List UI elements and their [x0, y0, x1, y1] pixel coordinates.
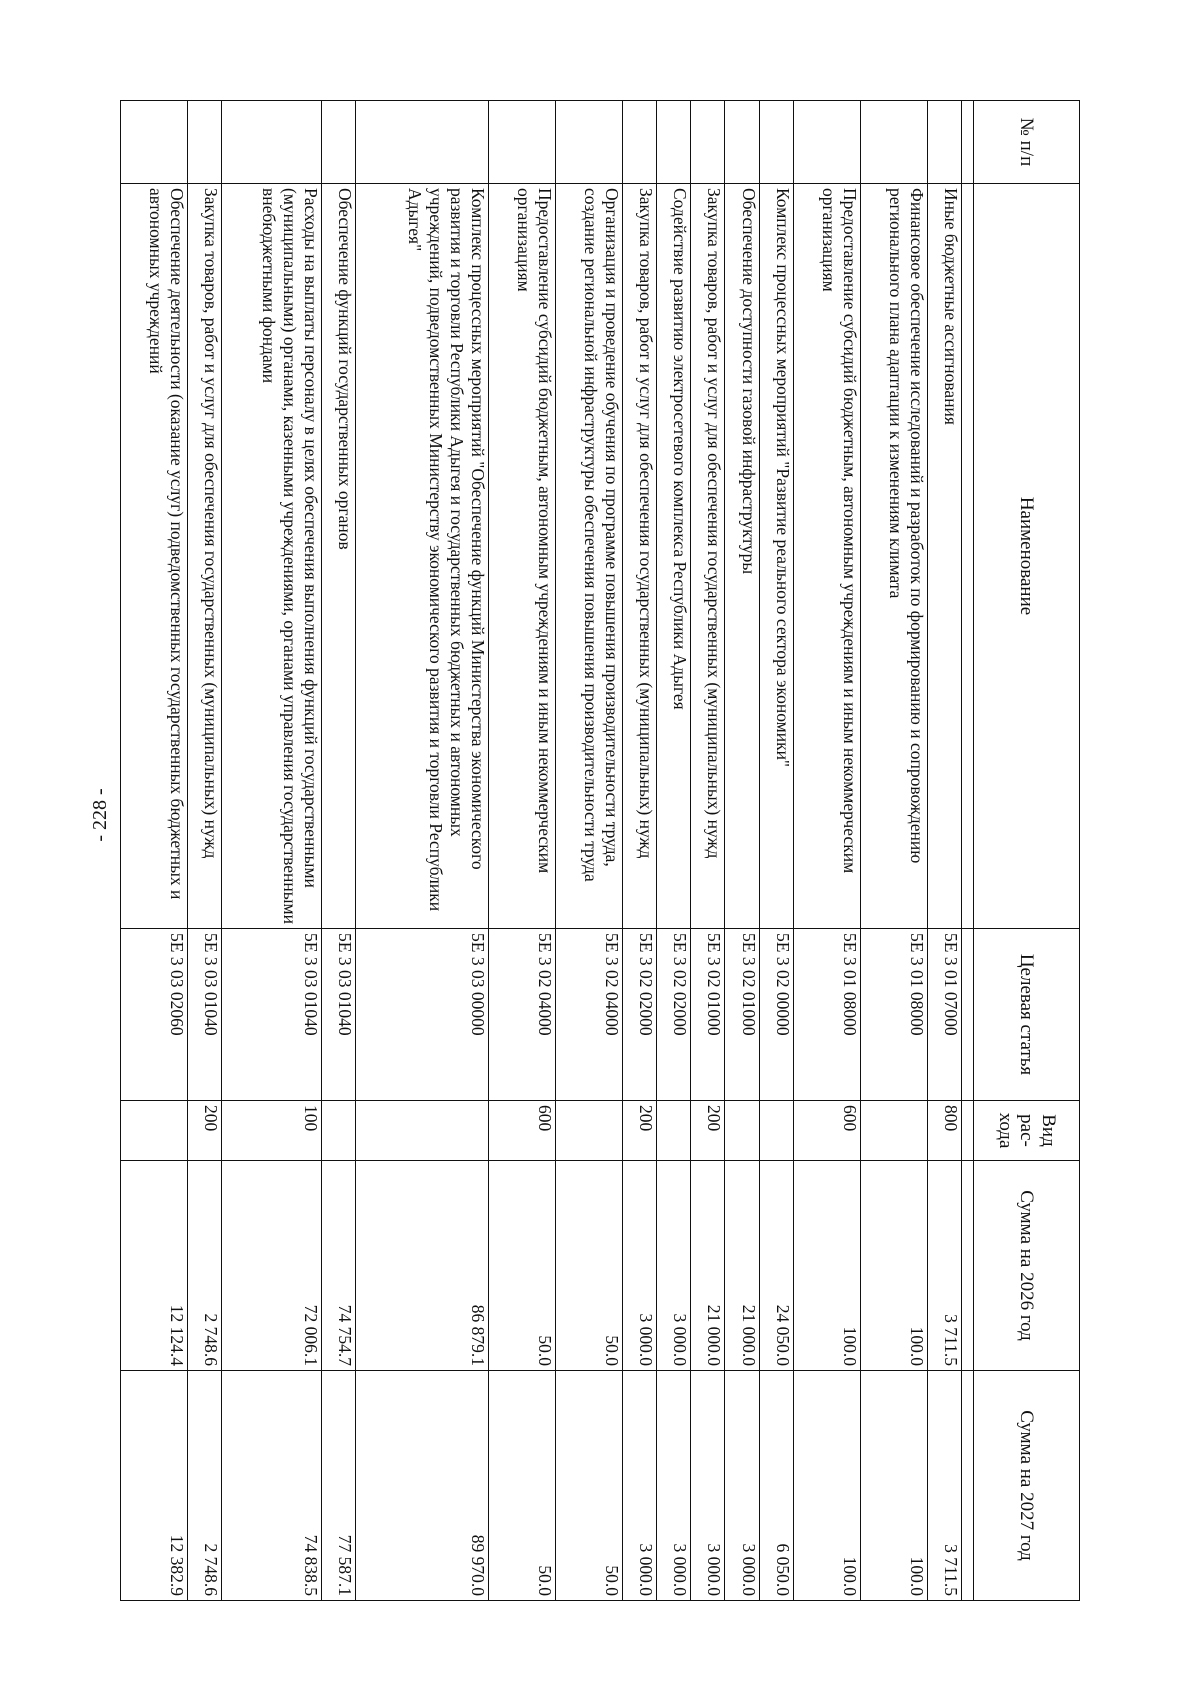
cell-sum-2026: 72 006.1 — [222, 1161, 322, 1371]
spacer-cell — [962, 929, 974, 1101]
cell-sum-2026: 21 000.0 — [691, 1161, 725, 1371]
cell-name: Закупка товаров, работ и услуг для обеспечения государственных (муниципальных) нужд — [188, 184, 222, 929]
table-row — [759, 101, 793, 1601]
cell-type: 200 — [622, 1101, 656, 1161]
cell-code: 5Е 3 03 00000 — [356, 929, 488, 1101]
table-row — [656, 101, 690, 1601]
cell-sum-2027: 74 838.5 — [222, 1371, 322, 1601]
cell-num — [356, 101, 488, 184]
cell-sum-2026: 100.0 — [793, 1161, 860, 1371]
cell-sum-2026: 3 000.0 — [622, 1161, 656, 1371]
cell-num — [222, 101, 322, 184]
table-row — [488, 101, 555, 1601]
cell-sum-2027: 3 000.0 — [725, 1371, 759, 1601]
cell-sum-2027: 2 748.6 — [188, 1371, 222, 1601]
cell-num — [656, 101, 690, 184]
cell-name: Обеспечение доступности газовой инфраструктуры — [725, 184, 759, 929]
cell-type: 100 — [222, 1101, 322, 1161]
cell-name: Расходы на выплаты персоналу в целях обеспечения выполнения функций государственными (муниципальными) органами, казенными учреждениями, органами управления государственными внебюджетными фондами — [222, 184, 322, 929]
header-code: Целевая статья — [974, 929, 1080, 1101]
cell-sum-2026: 74 754.7 — [322, 1161, 356, 1371]
cell-sum-2027: 77 587.1 — [322, 1371, 356, 1601]
cell-code: 5Е 3 02 02000 — [656, 929, 690, 1101]
budget-table — [120, 100, 1080, 1601]
cell-num — [488, 101, 555, 184]
cell-sum-2026: 21 000.0 — [725, 1161, 759, 1371]
table-row — [222, 101, 322, 1601]
cell-name: Обеспечение деятельности (оказание услуг) подведомственных государственных бюджетных и автономных учреждений — [121, 184, 188, 929]
cell-num — [555, 101, 622, 184]
cell-name: Содействие развитию электросетевого комплекса Республики Адыгея — [656, 184, 690, 929]
cell-sum-2027: 100.0 — [793, 1371, 860, 1601]
cell-code: 5Е 3 02 00000 — [759, 929, 793, 1101]
cell-code: 5Е 3 03 02060 — [121, 929, 188, 1101]
spacer-cell — [962, 184, 974, 929]
cell-num — [725, 101, 759, 184]
spacer-cell — [962, 1371, 974, 1601]
table-row — [188, 101, 222, 1601]
cell-name: Комплекс процессных мероприятий "Развитие реального сектора экономики" — [759, 184, 793, 929]
cell-sum-2026: 100.0 — [860, 1161, 927, 1371]
cell-code: 5Е 3 01 07000 — [927, 929, 961, 1101]
table-header-row — [974, 101, 1080, 1601]
header-name: Наименование — [974, 184, 1080, 929]
cell-code: 5Е 3 03 01040 — [322, 929, 356, 1101]
table-row — [622, 101, 656, 1601]
cell-sum-2027: 50.0 — [555, 1371, 622, 1601]
cell-code: 5Е 3 02 01000 — [725, 929, 759, 1101]
table-row — [793, 101, 860, 1601]
table-row — [725, 101, 759, 1601]
table-row — [322, 101, 356, 1601]
cell-sum-2027: 6 050.0 — [759, 1371, 793, 1601]
header-num: № п/п — [974, 101, 1080, 184]
header-sum-2027: Сумма на 2027 год — [974, 1371, 1080, 1601]
cell-type — [656, 1101, 690, 1161]
table-body — [121, 101, 974, 1601]
cell-name: Закупка товаров, работ и услуг для обеспечения государственных (муниципальных) нужд — [691, 184, 725, 929]
cell-code: 5Е 3 03 01040 — [188, 929, 222, 1101]
cell-name: Финансовое обеспечение исследований и разработок по формированию и сопровождению регионального плана адаптации к изменениям климата — [860, 184, 927, 929]
table-row — [927, 101, 961, 1601]
cell-num — [691, 101, 725, 184]
cell-code: 5Е 3 02 04000 — [555, 929, 622, 1101]
cell-type — [860, 1101, 927, 1161]
cell-sum-2026: 2 748.6 — [188, 1161, 222, 1371]
cell-code: 5Е 3 02 02000 — [622, 929, 656, 1101]
cell-num — [121, 101, 188, 184]
cell-num — [322, 101, 356, 184]
cell-code: 5Е 3 01 08000 — [793, 929, 860, 1101]
cell-sum-2027: 100.0 — [860, 1371, 927, 1601]
cell-sum-2026: 24 050.0 — [759, 1161, 793, 1371]
cell-name: Предоставление субсидий бюджетным, автономным учреждениям и иным некоммерческим организациям — [488, 184, 555, 929]
cell-num — [622, 101, 656, 184]
cell-name: Организация и проведение обучения по программе повышения производительности труда, создание региональной инфраструктуры обеспечения повышения производительности труда — [555, 184, 622, 929]
cell-name: Закупка товаров, работ и услуг для обеспечения государственных (муниципальных) нужд — [622, 184, 656, 929]
cell-num — [793, 101, 860, 184]
cell-type — [759, 1101, 793, 1161]
cell-sum-2027: 12 382.9 — [121, 1371, 188, 1601]
header-sum-2026: Сумма на 2026 год — [974, 1161, 1080, 1371]
cell-code: 5Е 3 02 01000 — [691, 929, 725, 1101]
table-row — [691, 101, 725, 1601]
cell-type — [555, 1101, 622, 1161]
cell-type — [322, 1101, 356, 1161]
spacer-cell — [962, 101, 974, 184]
cell-code: 5Е 3 03 01040 — [222, 929, 322, 1101]
cell-name: Предоставление субсидий бюджетным, автономным учреждениям и иным некоммерческим организациям — [793, 184, 860, 929]
cell-num — [759, 101, 793, 184]
cell-num — [188, 101, 222, 184]
cell-sum-2026: 3 000.0 — [656, 1161, 690, 1371]
cell-sum-2026: 3 711.5 — [927, 1161, 961, 1371]
spacer-cell — [962, 1161, 974, 1371]
cell-sum-2027: 3 000.0 — [691, 1371, 725, 1601]
page-number: - 228 - — [89, 788, 111, 842]
cell-type: 600 — [793, 1101, 860, 1161]
cell-type: 200 — [188, 1101, 222, 1161]
cell-type: 600 — [488, 1101, 555, 1161]
header-type: Вид рас-хода — [974, 1101, 1080, 1161]
cell-sum-2026: 86 879.1 — [356, 1161, 488, 1371]
cell-name: Обеспечение функций государственных органов — [322, 184, 356, 929]
cell-name: Иные бюджетные ассигнования — [927, 184, 961, 929]
table-row — [356, 101, 488, 1601]
cell-type: 800 — [927, 1101, 961, 1161]
table-row — [860, 101, 927, 1601]
cell-sum-2027: 50.0 — [488, 1371, 555, 1601]
cell-sum-2026: 50.0 — [555, 1161, 622, 1371]
cell-num — [860, 101, 927, 184]
spacer-cell — [962, 1101, 974, 1161]
cell-code: 5Е 3 02 04000 — [488, 929, 555, 1101]
cell-sum-2026: 12 124.4 — [121, 1161, 188, 1371]
cell-code: 5Е 3 01 08000 — [860, 929, 927, 1101]
cell-type — [725, 1101, 759, 1161]
cell-sum-2026: 50.0 — [488, 1161, 555, 1371]
cell-name: Комплекс процессных мероприятий "Обеспечение функций Министерства экономического развития и торговли Республики Адыгея и государственных бюджетных и автономных учреждений, подведомственных Министерству экономического развития и торговли Республики Адыгея" — [356, 184, 488, 929]
cell-type: 200 — [691, 1101, 725, 1161]
table-spacer-row — [962, 101, 974, 1601]
cell-type — [356, 1101, 488, 1161]
cell-sum-2027: 89 970.0 — [356, 1371, 488, 1601]
cell-sum-2027: 3 000.0 — [622, 1371, 656, 1601]
cell-num — [927, 101, 961, 184]
rotated-page-content — [120, 100, 1080, 1600]
cell-sum-2027: 3 000.0 — [656, 1371, 690, 1601]
cell-sum-2027: 3 711.5 — [927, 1371, 961, 1601]
table-row — [555, 101, 622, 1601]
table-row — [121, 101, 188, 1601]
cell-type — [121, 1101, 188, 1161]
